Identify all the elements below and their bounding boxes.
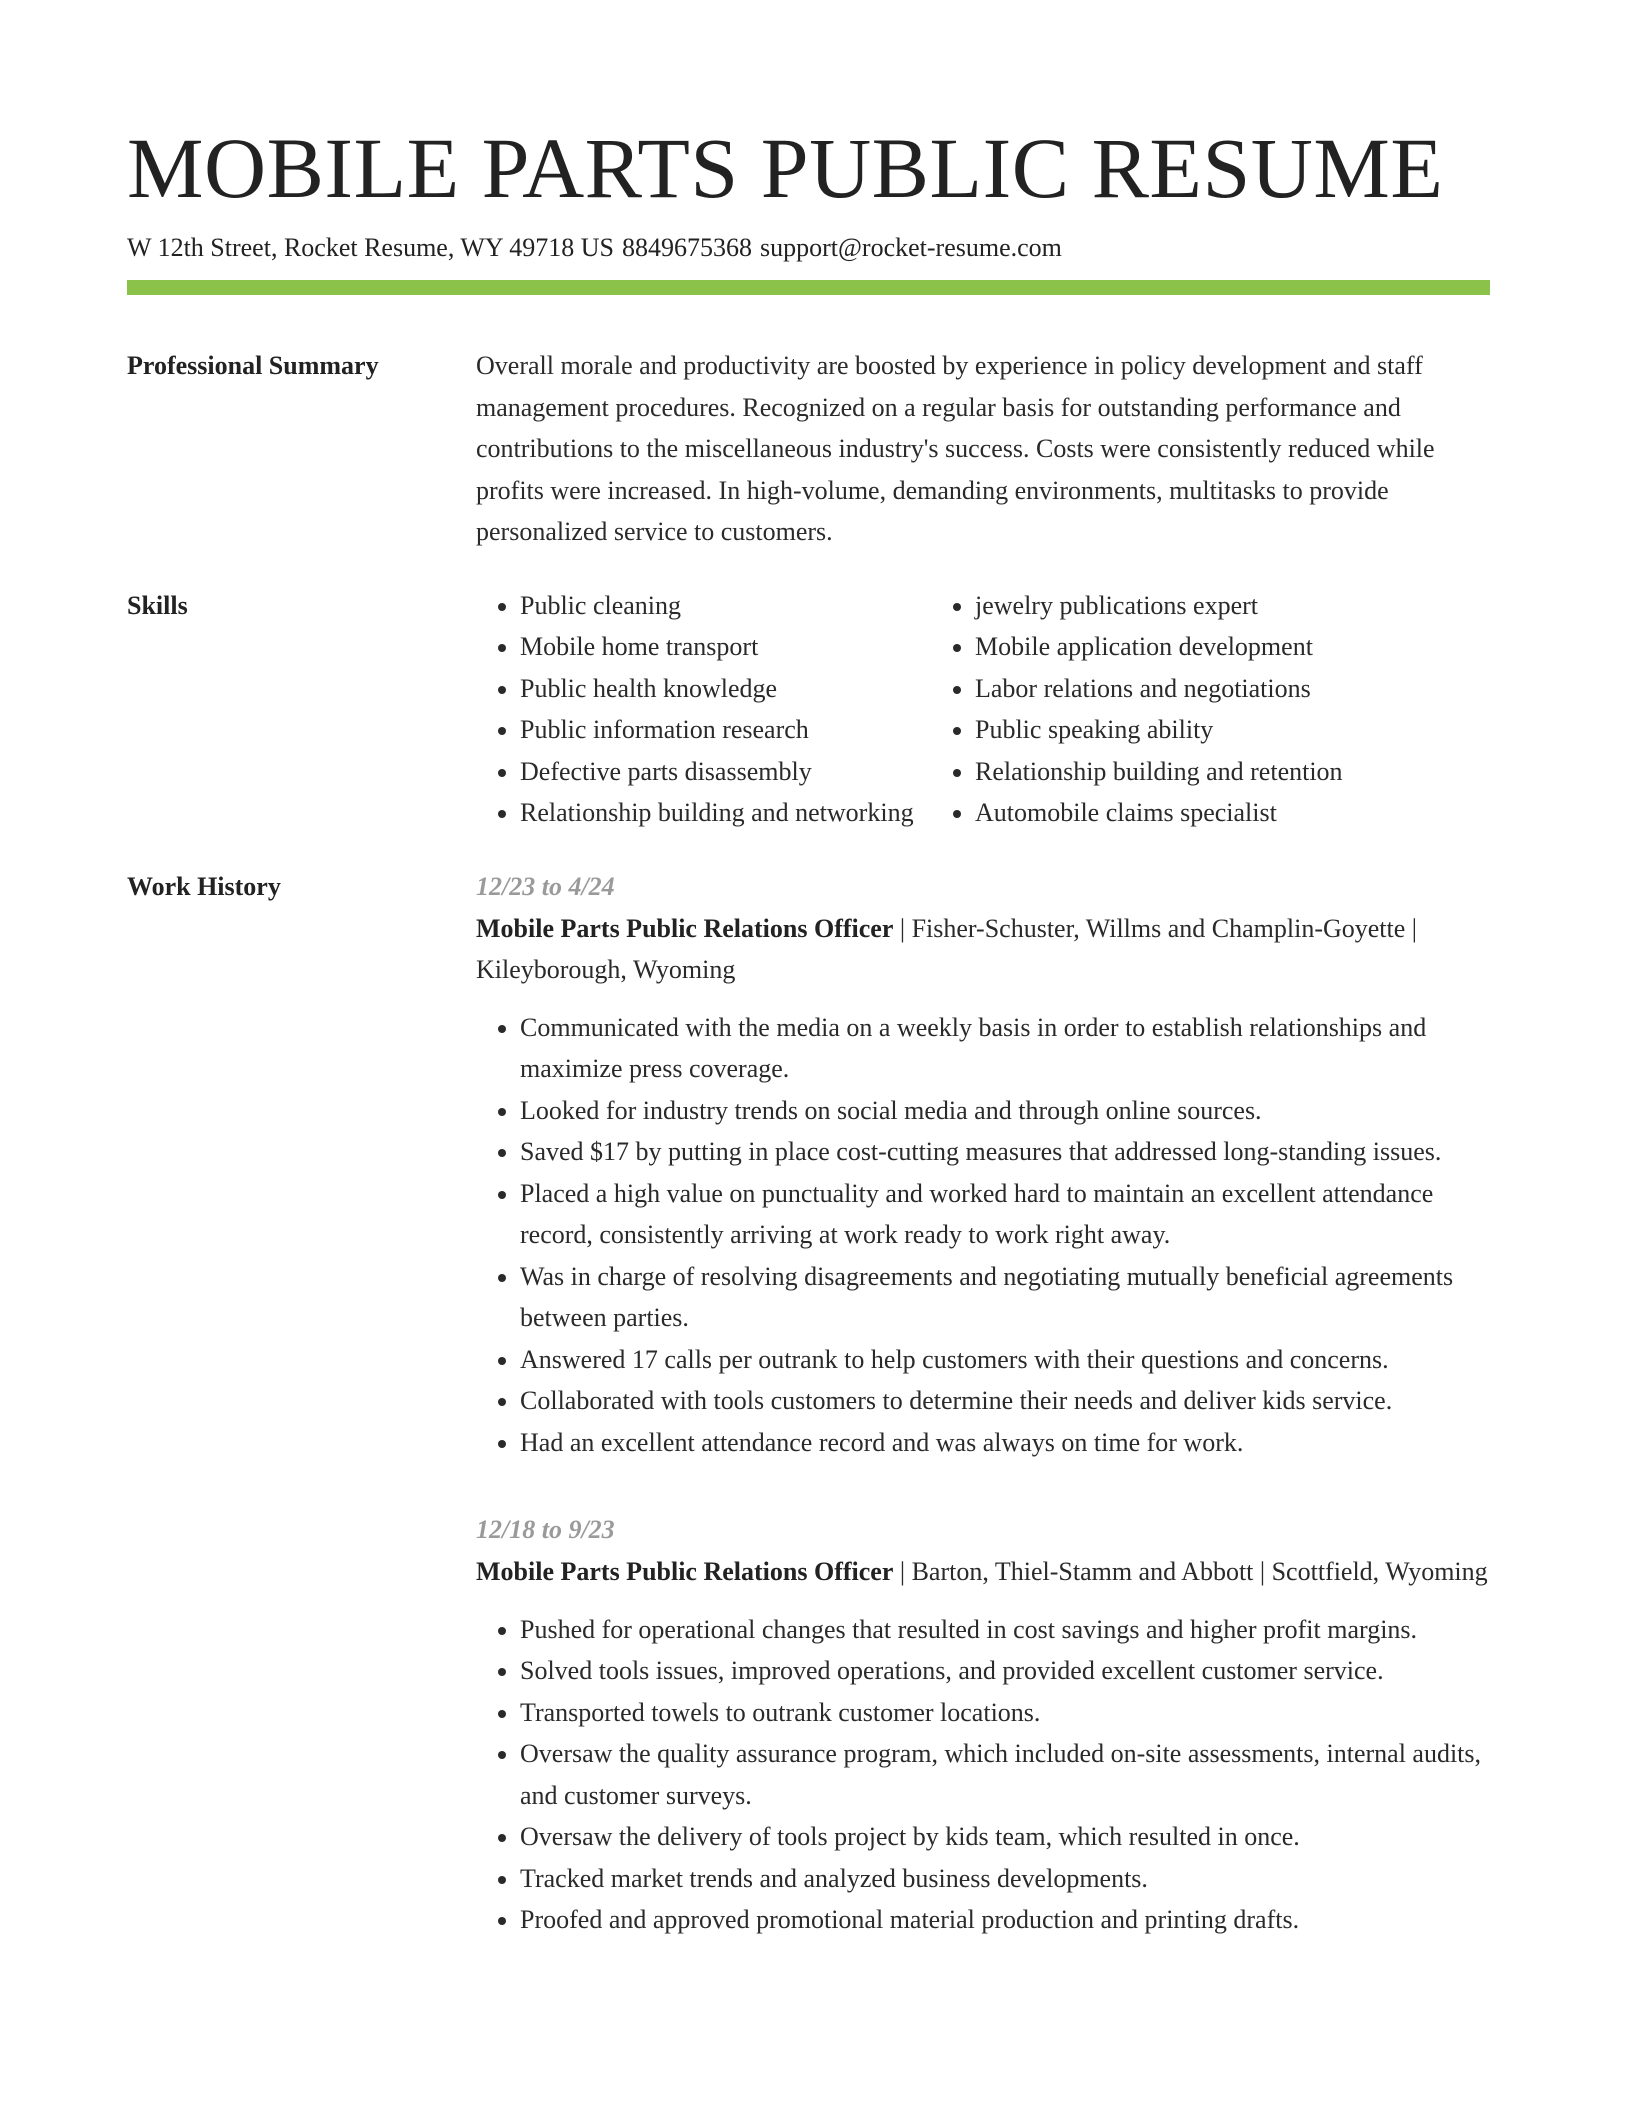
resume-page (127, 118, 1490, 1987)
contact-email: support@rocket-resume.com (759, 233, 1062, 262)
skill-item: • Relationship building and networking (520, 792, 931, 834)
job-company-location: | Fisher-Schuster, Willms and Champlin-Goyette | Kileyborough, Wyoming (476, 913, 1418, 984)
skill-item: • Relationship building and retention (975, 751, 1343, 793)
skills-grid (476, 585, 1490, 834)
job-dates: 12/23 to 4/24 (476, 871, 615, 901)
work-history-label: Work History (127, 871, 281, 901)
job-bullet: • Proofed and approved promotional material production and printing drafts. (520, 1899, 1490, 1941)
skills-column-right (931, 585, 1343, 834)
resume-name: MOBILE PARTS PUBLIC RESUME (127, 120, 1444, 216)
job-bullet: • Answered 17 calls per outrank to help customers with their questions and concerns. (520, 1339, 1490, 1381)
job-bullets (476, 1007, 1490, 1464)
job-heading (476, 908, 1490, 991)
skill-item: • Defective parts disassembly (520, 751, 931, 793)
skills-column-left (476, 585, 931, 834)
job-bullet: • Collaborated with tools customers to determine their needs and deliver kids service. (520, 1380, 1490, 1422)
job-bullet: • Oversaw the quality assurance program, which included on-site assessments, internal audits, and customer surveys. (520, 1733, 1490, 1816)
job-bullet: • Communicated with the media on a weekly basis in order to establish relationships and maximize press coverage. (520, 1007, 1490, 1090)
skills-label: Skills (127, 590, 188, 620)
job-title: Mobile Parts Public Relations Officer (476, 913, 894, 943)
summary-text: Overall morale and productivity are boosted by experience in policy development and staff management procedures. Recognized on a regular basis for outstanding performance and contributions to the miscellaneous industry's success. Costs were consistently reduced while profits were increased. In high-volume, demanding environments, multitasks to provide personalized service to customers. (476, 351, 1435, 546)
job-title: Mobile Parts Public Relations Officer (476, 1557, 894, 1586)
contact-phone: 8849675368 (621, 233, 752, 262)
job-bullet: • Transported towels to outrank customer locations. (520, 1692, 1490, 1734)
skill-item: • Public speaking ability (975, 709, 1343, 751)
skill-item: • Public cleaning (520, 585, 931, 627)
job-dates: 12/18 to 9/23 (476, 1515, 615, 1544)
contact-line (127, 230, 1490, 266)
job-bullet: • Solved tools issues, improved operations, and provided excellent customer service. (520, 1650, 1490, 1692)
skill-item: • Mobile application development (975, 626, 1343, 668)
job-bullet: • Tracked market trends and analyzed business developments. (520, 1858, 1490, 1900)
job-entry (476, 866, 1490, 1464)
job-bullet: • Oversaw the delivery of tools project by kids team, which resulted in once. (520, 1816, 1490, 1858)
skill-item: • Labor relations and negotiations (975, 668, 1343, 710)
job-entry (476, 1509, 1490, 1941)
skill-item: • Automobile claims specialist (975, 792, 1343, 834)
job-bullet: • Had an excellent attendance record and was always on time for work. (520, 1422, 1490, 1464)
contact-address: W 12th Street, Rocket Resume, WY 49718 US (127, 233, 614, 262)
skill-item: • jewelry publications expert (975, 585, 1343, 627)
job-heading (476, 1551, 1490, 1593)
jobs-list (476, 866, 1490, 1987)
job-bullet: • Pushed for operational changes that resulted in cost savings and higher profit margins. (520, 1609, 1490, 1651)
skill-item: • Mobile home transport (520, 626, 931, 668)
summary-section (127, 345, 1490, 553)
summary-label: Professional Summary (127, 351, 379, 380)
work-history-section (127, 866, 1490, 1987)
job-company-location: | Barton, Thiel-Stamm and Abbott | Scottfield, Wyoming (893, 1557, 1488, 1586)
skills-section (127, 585, 1490, 834)
job-bullet: • Looked for industry trends on social media and through online sources. (520, 1090, 1490, 1132)
header-divider (127, 280, 1490, 295)
job-bullet: • Placed a high value on punctuality and worked hard to maintain an excellent attendance record, consistently arriving at work ready to work right away. (520, 1173, 1490, 1256)
skill-item: • Public health knowledge (520, 668, 931, 710)
job-bullet: • Was in charge of resolving disagreements and negotiating mutually beneficial agreements between parties. (520, 1256, 1490, 1339)
skill-item: • Public information research (520, 709, 931, 751)
job-bullet: • Saved $17 by putting in place cost-cutting measures that addressed long-standing issues. (520, 1131, 1490, 1173)
job-bullets (476, 1609, 1490, 1941)
